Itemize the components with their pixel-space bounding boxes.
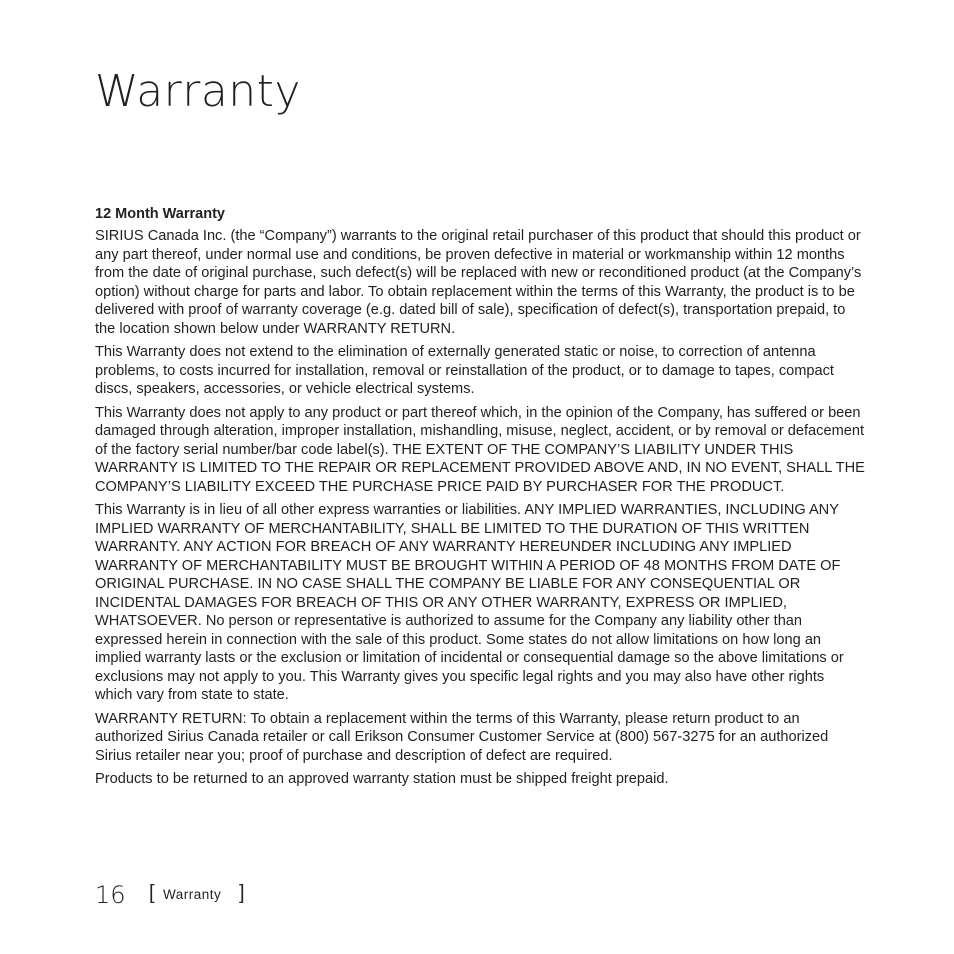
section-heading: 12 Month Warranty [95,206,225,222]
page-number: 16 [95,881,126,909]
footer-bracket-close: ] [239,882,245,904]
paragraph-shipping: Products to be returned to an approved warranty station must be shipped freight prepaid. [95,771,669,787]
warranty-section [95,205,865,794]
footer-section-label: Warranty [163,887,222,902]
paragraph-coverage: SIRIUS Canada Inc. (the “Company”) warrants to the original retail purchaser of this product that should this product or any part thereof, under normal use and conditions, be proven defective in material or workmanship within 12 months from the date of original purchase, such defect(s) will be replaced with new or reconditioned product (at the Company’s option) without charge for parts and labor. To obtain replacement within the terms of this Warranty, the product is to be delivered with proof of warranty coverage (e.g. dated bill of sale), specification of defect(s), transportation prepaid, to the location shown below under WARRANTY RETURN. [95,228,862,337]
paragraph-warranty-return: WARRANTY RETURN: To obtain a replacement within the terms of this Warranty, please return product to an authorized Sirius Canada retailer or call Erikson Consumer Customer Service at (800) 567-3275 for an authorized Sirius retailer near you; proof of purchase and description of defect are required. [95,710,829,764]
footer-bracket-open: [ [149,882,155,904]
paragraph-exclusions: This Warranty does not extend to the elimination of externally generated static or noise, to correction of antenna problems, to costs incurred for installation, removal or reinstallation of the product, or to damage to tapes, compact discs, speakers, accessories, or vehicle electrical systems. [95,344,834,397]
paragraph-implied-warranties: This Warranty is in lieu of all other express warranties or liabilities. ANY IMPLIED WARRANTIES, INCLUDING ANY IMPLIED WARRANTY OF MERCHANTABILITY, SHALL BE LIMITED TO THE DURATION OF THIS WRITTEN WARRANTY. ANY ACTION FOR BREACH OF ANY WARRANTY HEREUNDER INCLUDING ANY IMPLIED WARRANTY OF MERCHANTABILITY MUST BE BROUGHT WITHIN A PERIOD OF 48 MONTHS FROM DATE OF ORIGINAL PURCHASE. IN NO CASE SHALL THE COMPANY BE LIABLE FOR ANY CONSEQUENTIAL OR INCIDENTAL DAMAGES FOR BREACH OF THIS OR ANY OTHER WARRANTY, EXPRESS OR IMPLIED, WHATSOEVER. No person or representative is authorized to assume for the Company any liability other than expressed herein in connection with the sale of this product. Some states do not allow limitations on how long an implied warranty lasts or the exclusion or limitation of incidental or consequential damage so the above limitations or exclusions may not apply to you. This Warranty gives you specific legal rights and you may also have other rights which vary from state to state. [95,502,844,703]
page-title: Warranty [95,66,301,117]
paragraph-limitations: This Warranty does not apply to any product or part thereof which, in the opinion of the Company, has suffered or been damaged through alteration, improper installation, mishandling, misuse, neglect, accident, or by removal or defacement of the factory serial number/bar code label(s). THE EXTENT OF THE COMPANY’S LIABILITY UNDER THIS WARRANTY IS LIMITED TO THE REPAIR OR REPLACEMENT PROVIDED ABOVE AND, IN NO EVENT, SHALL THE COMPANY’S LIABILITY EXCEED THE PURCHASE PRICE PAID BY PURCHASER FOR THE PRODUCT. [95,404,865,495]
